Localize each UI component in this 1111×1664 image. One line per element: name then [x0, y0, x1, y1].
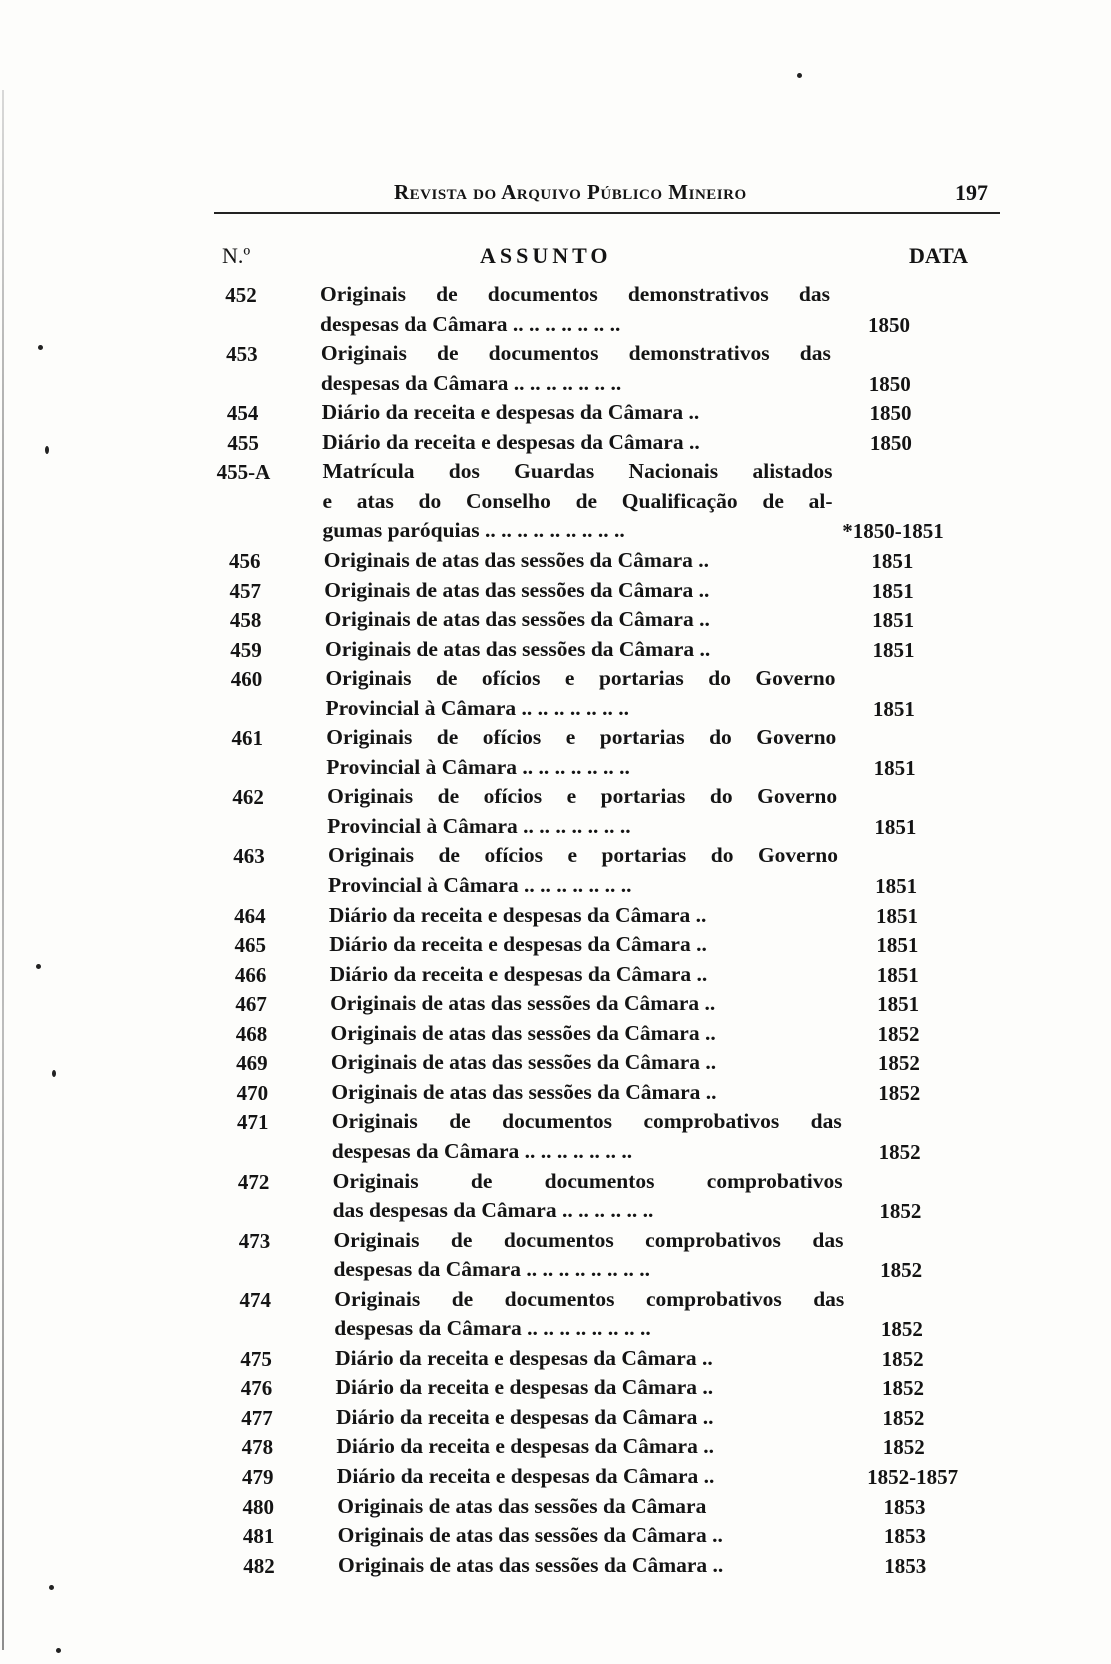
entry-number: 467: [235, 992, 267, 1017]
entry-subject: [329, 930, 839, 960]
entry-date: 1852-1857: [867, 1465, 959, 1489]
entry-date: 1853: [884, 1553, 927, 1578]
entry-subject-line: Originais de ofícios e portarias do Governo: [325, 666, 836, 691]
entry-number: 470: [236, 1080, 269, 1105]
entry-subject: [336, 1403, 846, 1433]
entry-subject: [322, 398, 832, 428]
entry-number: 460: [230, 667, 263, 692]
entry-subject: [329, 901, 839, 931]
entry-subject-line: Matrícula dos Guardas Nacionais alistados: [322, 459, 833, 484]
entry-subject-line: das despesas da Câmara .. .. .. .. .. ..: [332, 1198, 654, 1223]
entry-date: 1851: [875, 873, 918, 898]
entry-number: 468: [235, 1021, 268, 1046]
entry-subject-line: Originais de atas das sessões da Câmara ..: [323, 547, 709, 572]
entry-subject-line: Diário da receita e despesas da Câmara ..: [336, 1434, 714, 1459]
entry-date: 1851: [872, 637, 915, 662]
entry-subject: [331, 1019, 841, 1049]
entry-number: 456: [229, 548, 261, 573]
entry-number: 472: [237, 1169, 270, 1194]
entry-subject: [335, 1344, 845, 1374]
entry-number: 454: [226, 401, 259, 426]
entry-subject-line: Diário da receita e despesas da Câmara ..: [329, 961, 708, 986]
entry-subject: [325, 605, 835, 635]
entry-subject: [330, 989, 840, 1019]
entry-subject-line: Originais de documentos comprobativos das: [333, 1227, 844, 1252]
entry-date: 1853: [883, 1524, 926, 1549]
entry-subject: [334, 1285, 844, 1344]
entry-subject-line: Originais de documentos demonstrativos das: [320, 341, 831, 366]
column-header-date: DATA: [909, 243, 969, 268]
entry-subject-line: Originais de atas das sessões da Câmara ..: [324, 607, 710, 632]
entry-date: 1851: [876, 933, 919, 958]
entry-subject-line: Originais de ofícios e portarias do Governo: [327, 843, 838, 868]
entry-subject-line: Provincial à Câmara .. .. .. .. .. .. ..: [326, 754, 630, 779]
entry-subject: [323, 457, 833, 546]
entry-subject: [331, 1048, 841, 1078]
entry-subject-line: Diário da receita e despesas da Câmara ..: [336, 1464, 715, 1488]
entry-subject: [338, 1551, 848, 1581]
entry-number: 452: [225, 283, 257, 307]
entry-date: 1851: [872, 696, 915, 721]
entry-subject-line: Originais de atas das sessões da Câmara ..: [337, 1523, 723, 1548]
entry-subject: [337, 1492, 847, 1522]
entry-number: 461: [231, 726, 264, 751]
entry-subject-line: Originais de documentos comprobativos: [332, 1168, 843, 1193]
entry-subject: [333, 1226, 843, 1285]
entry-date: 1851: [873, 755, 916, 780]
entry-number: 458: [229, 608, 262, 633]
entry-date: 1852: [880, 1258, 923, 1283]
entry-subject-line: Originais de atas das sessões da Câmara ..: [338, 1552, 724, 1577]
entry-subject-line: despesas da Câmara .. .. .. .. .. .. .. ..: [333, 1257, 650, 1282]
entry-date: 1852: [877, 1051, 920, 1076]
entry-subject-line: despesas da Câmara .. .. .. .. .. .. .. ..: [334, 1316, 651, 1341]
entry-number: 463: [233, 844, 265, 869]
entry-subject-line: Originais de atas das sessões da Câmara ..: [331, 1079, 717, 1104]
entry-number: 479: [242, 1465, 274, 1489]
entry-date: 1850: [868, 312, 910, 337]
entry-subject-line: Provincial à Câmara .. .. .. .. .. .. ..: [327, 872, 632, 897]
entry-date: 1852: [882, 1405, 925, 1430]
entry-number: 465: [234, 933, 266, 958]
entry-subject-line: despesas da Câmara .. .. .. .. .. .. ..: [320, 370, 622, 395]
entry-date: 1851: [872, 608, 915, 633]
entry-number: 464: [234, 903, 266, 928]
entry-number: 466: [234, 962, 267, 987]
entry-subject-line: Originais de atas das sessões da Câmara ..: [325, 636, 711, 661]
entry-date: 1852: [880, 1317, 923, 1342]
entry-subject-line: Diário da receita e despesas da Câmara ..: [322, 429, 700, 454]
entry-number: 455: [227, 430, 259, 455]
entry-subject-line: Originais de documentos comprobativos das: [331, 1109, 842, 1134]
entry-subject-line: Diário da receita e despesas da Câmara ..: [329, 932, 707, 957]
entry-number: 473: [238, 1228, 271, 1253]
entry-subject-line: e atas do Conselho de Qualificação de al-: [322, 488, 833, 513]
entry-subject: [332, 1107, 842, 1166]
entry-subject: [331, 1078, 841, 1108]
entry-subject-line: Originais de atas das sessões da Câmara ..: [330, 991, 716, 1016]
entry-subject-line: Originais de ofícios e portarias do Governo: [326, 725, 837, 750]
entry-subject: [337, 1462, 847, 1492]
entry-date: *1850-1851: [842, 519, 944, 544]
entry-subject: [322, 428, 832, 458]
entry-subject-line: Originais de atas das sessões da Câmara ..: [330, 1020, 716, 1045]
entry-number: 455-A: [216, 460, 271, 485]
entry-date: 1852: [877, 1021, 920, 1046]
entry-subject: [325, 635, 835, 665]
running-title: Revista do Arquivo Público Mineiro: [394, 180, 747, 204]
entry-number: 481: [242, 1524, 275, 1549]
entry-number: 462: [232, 785, 264, 810]
entry-subject-line: Originais de documentos comprobativos das: [334, 1286, 845, 1311]
entry-subject: [327, 782, 837, 841]
entry-number: 474: [239, 1287, 272, 1312]
entry-subject-line: despesas da Câmara .. .. .. .. .. .. ..: [320, 311, 621, 336]
entry-number: 459: [230, 637, 262, 662]
column-header-subject: ASSUNTO: [480, 243, 612, 268]
entry-number: 469: [236, 1051, 268, 1076]
entry-subject-line: Originais de atas das sessões da Câmara ..: [330, 1050, 717, 1075]
entry-subject-line: Provincial à Câmara .. .. .. .. .. .. ..: [327, 813, 631, 838]
entry-date: 1852: [881, 1346, 924, 1371]
entry-subject: [336, 1432, 846, 1462]
entry-subject-line: Diário da receita e despesas da Câmara ..: [328, 902, 707, 927]
entry-date: 1850: [869, 401, 912, 426]
entry-subject-line: Originais de documentos demonstrativos das: [320, 282, 830, 306]
entry-subject-line: despesas da Câmara .. .. .. .. .. .. ..: [331, 1138, 633, 1163]
entry-date: 1852: [878, 1139, 921, 1164]
entry-number: 482: [243, 1553, 275, 1578]
entry-subject-line: Diário da receita e despesas da Câmara ..: [321, 400, 700, 425]
entry-date: 1852: [882, 1435, 925, 1460]
entry-subject: [321, 339, 831, 398]
entry-subject: [326, 723, 836, 782]
entry-subject: [325, 664, 835, 723]
entry-number: 480: [242, 1494, 274, 1519]
entry-subject-line: Provincial à Câmara .. .. .. .. .. .. ..: [325, 695, 630, 720]
entry-date: 1851: [874, 814, 917, 839]
entry-subject-line: Originais de atas das sessões da Câmara ..: [324, 577, 710, 602]
entry-date: 1853: [883, 1494, 926, 1519]
entry-subject: [324, 576, 834, 606]
entry-subject: [328, 841, 838, 900]
entry-date: 1852: [878, 1080, 921, 1105]
entry-number: 477: [241, 1405, 273, 1430]
entry-subject: [324, 546, 834, 576]
entry-date: 1851: [877, 992, 920, 1017]
entry-date: 1850: [868, 371, 911, 396]
entry-subject: [330, 960, 840, 990]
entry-number: 478: [241, 1435, 274, 1460]
entry-date: 1851: [871, 578, 914, 603]
entry-number: 457: [229, 578, 261, 603]
entry-subject: [320, 280, 830, 339]
entry-date: 1851: [876, 962, 919, 987]
entry-number: 476: [240, 1376, 273, 1401]
entry-number: 471: [237, 1110, 269, 1135]
entry-number: 475: [240, 1346, 272, 1371]
entry-subject: [336, 1373, 846, 1403]
entry-date: 1851: [871, 548, 914, 573]
entry-date: 1852: [879, 1199, 922, 1224]
entry-subject-line: gumas paróquias .. .. .. .. .. .. .. .. ..: [322, 518, 625, 543]
entry-subject: [333, 1167, 843, 1226]
entry-subject-line: Diário da receita e despesas da Câmara ..: [335, 1345, 713, 1370]
entry-subject-line: Diário da receita e despesas da Câmara ..: [335, 1404, 714, 1429]
entry-subject-line: Originais de ofícios e portarias do Governo: [327, 784, 838, 809]
page-number: 197: [955, 180, 988, 205]
column-header-number: N.º: [222, 243, 251, 268]
entry-date: 1851: [875, 903, 918, 928]
entry-subject: [338, 1521, 848, 1551]
entry-subject-line: Diário da receita e despesas da Câmara ..: [335, 1375, 714, 1400]
entry-number: 453: [226, 342, 258, 367]
entry-subject-line: Originais de atas das sessões da Câmara: [337, 1493, 707, 1518]
entry-date: 1852: [881, 1376, 924, 1401]
entry-date: 1850: [869, 430, 912, 455]
